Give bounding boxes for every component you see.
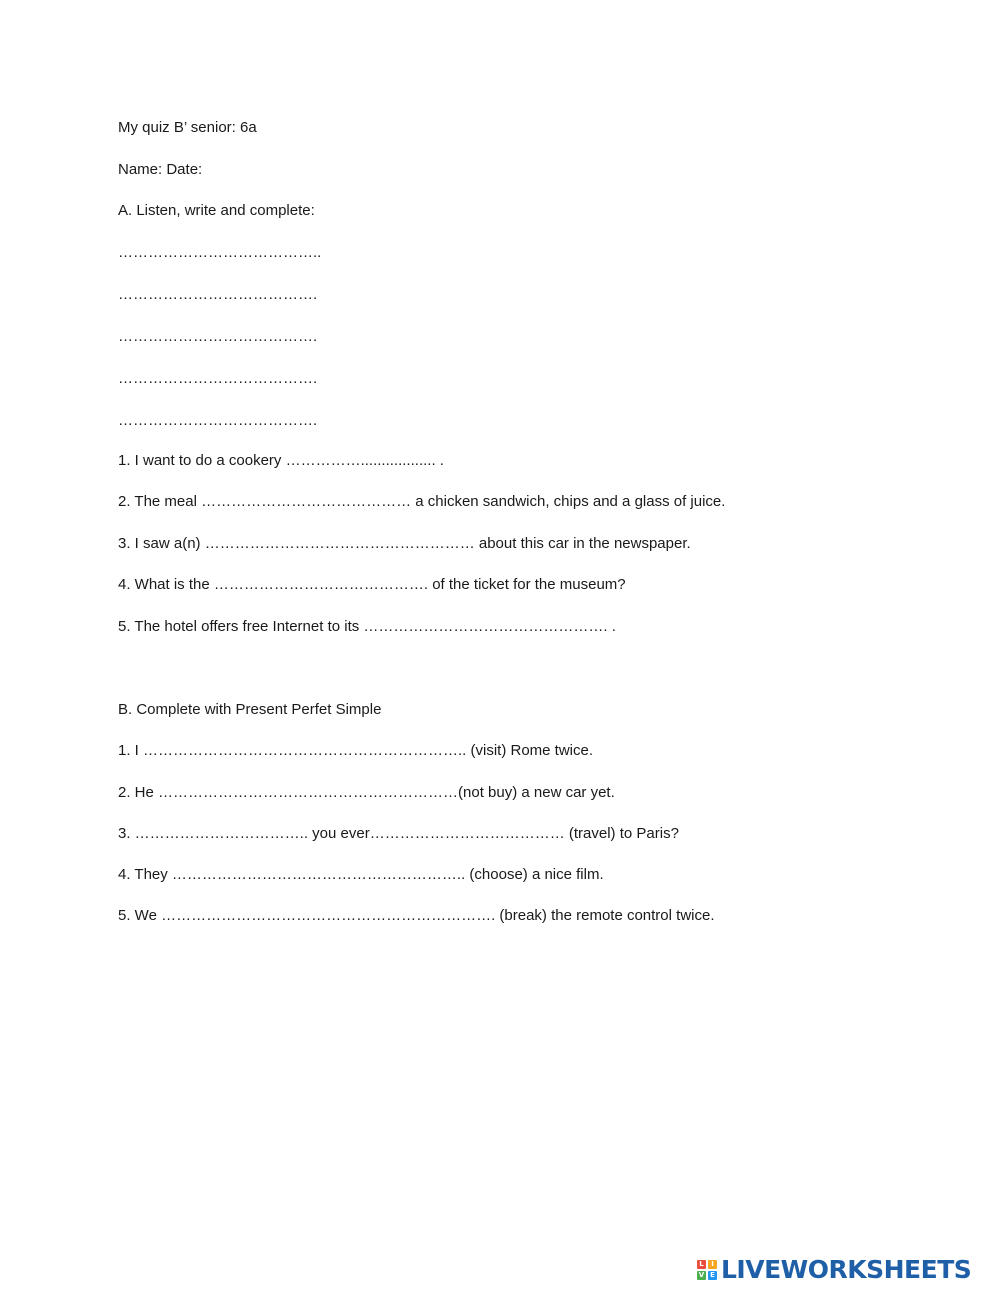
logo-square: L <box>697 1260 706 1269</box>
logo-square: I <box>708 1260 717 1269</box>
section-b-heading: B. Complete with Present Perfet Simple <box>118 701 382 718</box>
section-b-item: 3. …………………………….. you ever………………………………… (travel) to Paris? <box>118 825 679 842</box>
logo-text: LIVEWORKSHEETS <box>721 1255 972 1284</box>
logo-icon <box>697 1260 717 1280</box>
blank-line: …………………………………. <box>118 370 318 387</box>
name-date-line: Name: Date: <box>118 161 203 178</box>
blank-line: ………………………………….. <box>118 244 322 261</box>
section-a-item: 2. The meal …………………………………… a chicken sandwich, chips and a glass of juice. <box>118 493 726 510</box>
blank-line: …………………………………. <box>118 328 318 345</box>
section-a-item: 1. I want to do a cookery …………….................. . <box>118 452 444 469</box>
liveworksheets-logo <box>697 1256 971 1284</box>
worksheet-title: My quiz B’ senior: 6a <box>118 119 257 136</box>
section-b-item: 4. They ………………………………………………….. (choose) a nice film. <box>118 866 604 883</box>
blank-line: …………………………………. <box>118 286 318 303</box>
section-b-item: 2. He ……………………………………………………(not buy) a new car yet. <box>118 784 615 801</box>
blank-line: …………………………………. <box>118 412 318 429</box>
section-a-item: 3. I saw a(n) ……………………………………………… about this car in the newspaper. <box>118 535 691 552</box>
section-a-item: 5. The hotel offers free Internet to its …………………………………………. . <box>118 618 616 635</box>
section-b-item: 5. We …………………………………………………………. (break) the remote control twice. <box>118 907 715 924</box>
logo-square: V <box>698 1271 705 1279</box>
logo-square: E <box>708 1271 717 1280</box>
section-a-item: 4. What is the ……………………………………. of the ticket for the museum? <box>118 576 626 593</box>
section-b-item: 1. I ……………………………………………………….. (visit) Rome twice. <box>118 742 594 759</box>
section-a-heading: A. Listen, write and complete: <box>118 202 315 219</box>
